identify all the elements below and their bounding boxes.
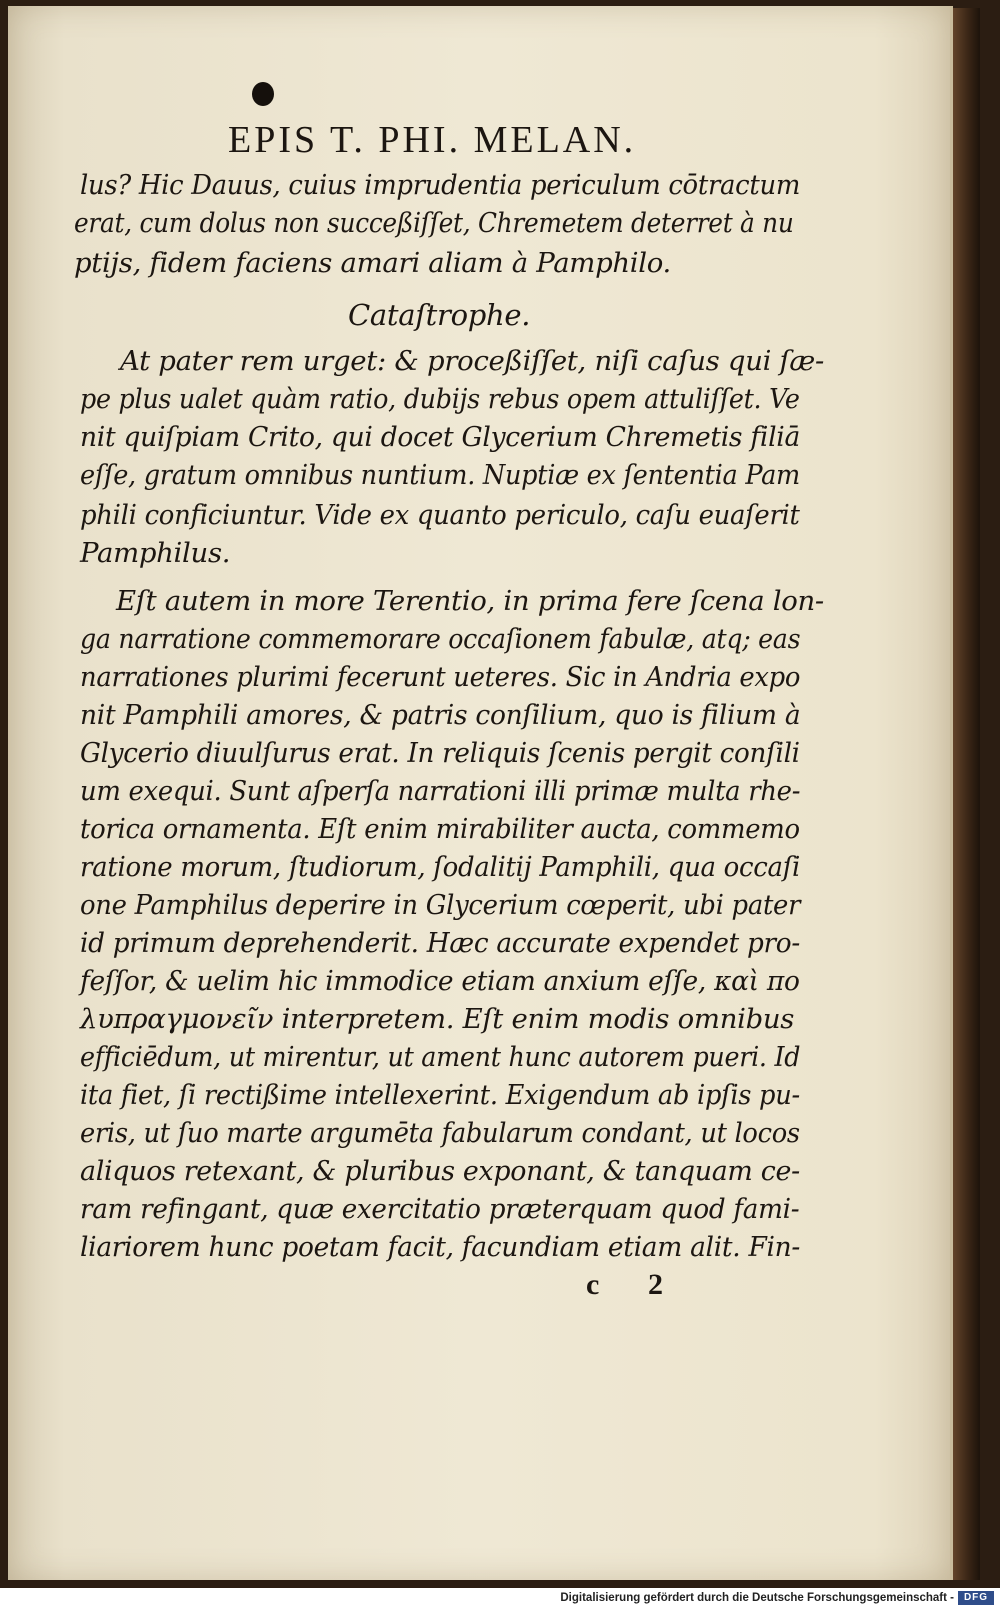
ink-dot-mark bbox=[252, 82, 274, 106]
footer-credit: Digitalisierung gefördert durch die Deutsche Forschungsgemeinschaft - bbox=[560, 1592, 954, 1604]
book-edge bbox=[950, 8, 980, 1580]
text-line: erat, cum dolus non succeßiſſet, Chremetem deterret à nu bbox=[74, 207, 794, 239]
text-line: At pater rem urget: & proceßiſſet, niſi caſus qui ſæ- bbox=[120, 345, 824, 377]
text-line: λυπραγμονεῖν interpretem. Eſt enim modis omnibus bbox=[80, 1003, 795, 1035]
running-head: EPIS T. PHI. MELAN. bbox=[228, 119, 637, 161]
text-line: narrationes plurimi fecerunt ueteres. Sic in Andria expo bbox=[80, 661, 801, 693]
text-line: ita fiet, ſi rectißime intellexerint. Exigendum ab ipſis pu- bbox=[80, 1079, 800, 1111]
text-line: Eſt autem in more Terentio, in prima fere ſcena lon- bbox=[116, 585, 824, 617]
text-line: um exequi. Sunt aſperſa narrationi illi primæ multa rhe- bbox=[80, 775, 801, 807]
text-line: ptijs, fidem faciens amari aliam à Pamphilo. bbox=[74, 247, 671, 279]
text-line: nit quiſpiam Crito, qui docet Glycerium Chremetis filiā bbox=[80, 421, 801, 453]
text-line: Pamphilus. bbox=[80, 537, 231, 569]
book-page bbox=[8, 6, 953, 1580]
text-line: eris, ut ſuo marte argumēta fabularum condant, ut locos bbox=[80, 1117, 800, 1149]
text-line: phili conficiuntur. Vide ex quanto periculo, caſu euaſerit bbox=[80, 499, 800, 531]
section-heading: Cataſtrophe. bbox=[348, 298, 531, 332]
text-line: one Pamphilus deperire in Glycerium cœperit, ubi pater bbox=[80, 889, 801, 921]
text-line: nit Pamphili amores, & patris conſilium, quo is filium à bbox=[80, 699, 801, 731]
text-line: ratione morum, ſtudiorum, ſodalitij Pamphili, qua occaſi bbox=[80, 851, 801, 883]
text-line: efficiēdum, ut mirentur, ut ament hunc autorem pueri. Id bbox=[80, 1041, 801, 1073]
text-line: id primum deprehenderit. Hæc accurate expendet pro- bbox=[80, 927, 800, 959]
text-line: eſſe, gratum omnibus nuntium. Nuptiæ ex ſententia Pam bbox=[80, 459, 801, 491]
text-line: ga narratione commemorare occaſionem fabulæ, atq; eas bbox=[80, 623, 801, 655]
text-line: pe plus ualet quàm ratio, dubijs rebus opem attuliſſet. Ve bbox=[80, 383, 800, 415]
signature-mark-letter: c bbox=[586, 1268, 600, 1301]
text-line: aliquos retexant, & pluribus exponant, & tanquam ce- bbox=[80, 1155, 800, 1187]
text-line: Glycerio diuulſurus erat. In reliquis ſcenis pergit conſili bbox=[80, 737, 800, 769]
dfg-logo-icon: DFG bbox=[958, 1591, 994, 1605]
text-line: ram refingant, quæ exercitatio præterquam quod fami- bbox=[80, 1193, 800, 1225]
text-line: torica ornamenta. Eſt enim mirabiliter aucta, commemo bbox=[80, 813, 800, 845]
text-line: feſſor, & uelim hic immodice etiam anxium eſſe, καὶ πο bbox=[80, 965, 800, 997]
signature-mark-number: 2 bbox=[648, 1268, 663, 1301]
text-line: liariorem hunc poetam facit, facundiam etiam alit. Fin- bbox=[80, 1231, 801, 1263]
text-line: lus? Hic Dauus, cuius imprudentia periculum cōtractum bbox=[80, 169, 801, 201]
